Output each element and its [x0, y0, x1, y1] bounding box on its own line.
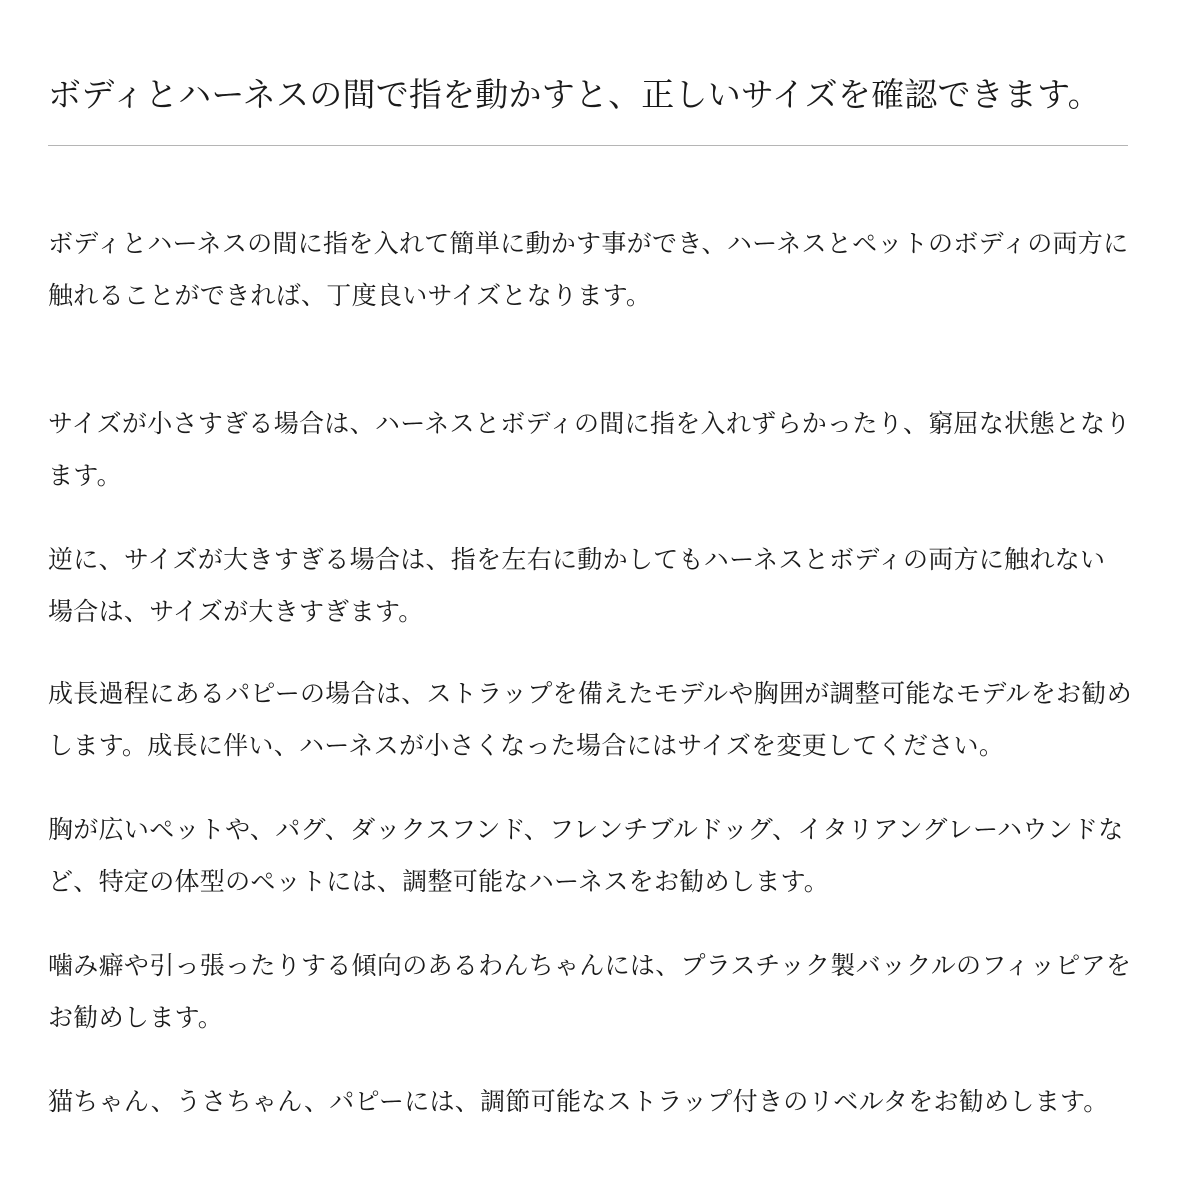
- paragraph-chewers: [48, 940, 1163, 1044]
- paragraph-too-large: [48, 534, 1163, 638]
- paragraph-line: ます。: [48, 461, 122, 490]
- title-divider: [48, 145, 1128, 146]
- paragraph-cats-rabbits: [48, 1076, 1163, 1128]
- paragraph-wide-chest: [48, 804, 1163, 908]
- page-title: ボディとハーネスの間で指を動かすと、正しいサイズを確認できます。: [48, 75, 1101, 114]
- paragraph-line: します。成長に伴い、ハーネスが小さくなった場合にはサイズを変更してください。: [48, 731, 1005, 760]
- paragraph-line: 逆に、サイズが大きすぎる場合は、指を左右に動かしてもハーネスとボディの両方に触れない: [48, 545, 1106, 574]
- paragraph-line: ど、特定の体型のペットには、調整可能なハーネスをお勧めします。: [48, 867, 830, 896]
- paragraph-line: サイズが小さすぎる場合は、ハーネスとボディの間に指を入れずらかったり、窮屈な状態となり: [48, 409, 1131, 438]
- paragraph-line: 噛み癖や引っ張ったりする傾向のあるわんちゃんには、プラスチック製バックルのフィッピアを: [48, 951, 1132, 980]
- paragraph-line: ボディとハーネスの間に指を入れて簡単に動かす事ができ、ハーネスとペットのボディの両方に: [48, 229, 1129, 258]
- paragraph-too-small: [48, 398, 1163, 502]
- paragraph-line: お勧めします。: [48, 1003, 224, 1032]
- paragraph-puppy: [48, 668, 1163, 772]
- paragraph-line: 場合は、サイズが大きすぎます。: [48, 597, 424, 626]
- paragraph-line: 胸が広いペットや、パグ、ダックスフンド、フレンチブルドッグ、イタリアングレーハウンドな: [48, 815, 1124, 844]
- paragraph-line: 成長過程にあるパピーの場合は、ストラップを備えたモデルや胸囲が調整可能なモデルをお勧め: [48, 679, 1132, 708]
- paragraph-line: 触れることができれば、丁度良いサイズとなります。: [48, 281, 652, 310]
- paragraph-fit-check: [48, 218, 1163, 322]
- paragraph-line: 猫ちゃん、うさちゃん、パピーには、調節可能なストラップ付きのリベルタをお勧めします。: [48, 1087, 1109, 1116]
